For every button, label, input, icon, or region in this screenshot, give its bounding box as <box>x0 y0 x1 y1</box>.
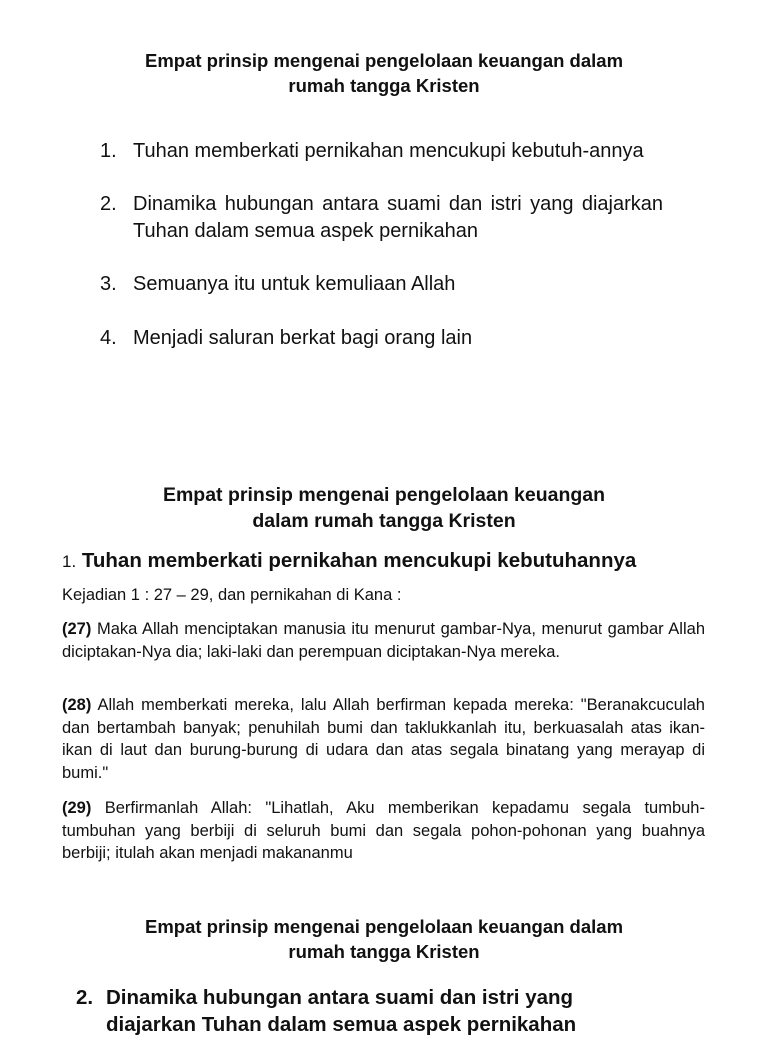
principles-list <box>100 138 663 352</box>
slide1-title <box>0 48 768 98</box>
principle-number: 2. <box>100 193 117 215</box>
slide2-title-line1: Empat prinsip mengenai pengelolaan keuangan <box>162 484 606 506</box>
principle-item-2 <box>100 191 663 245</box>
verse-number: (27) <box>62 620 92 638</box>
verse-number: (29) <box>62 799 92 817</box>
verse-number: (28) <box>62 696 92 714</box>
principle-item-3 <box>100 271 663 298</box>
verse-27 <box>62 618 705 663</box>
slide3-title <box>0 914 768 964</box>
principle-number: 4. <box>100 327 117 349</box>
slide1-title-line2: rumah tangga Kristen <box>288 75 480 96</box>
section-heading-text: Tuhan memberkati pernikahan mencukupi kebutuhannya <box>81 549 637 572</box>
verse-text: Maka Allah menciptakan manusia itu menurut gambar-Nya, menurut gambar Allah diciptakan-Nya dia; laki-laki dan perempuan diciptakan-Nya mereka. <box>62 620 705 661</box>
principle-number: 3. <box>100 273 117 295</box>
section-heading <box>62 547 636 576</box>
principle-number: 1. <box>100 140 117 162</box>
section-2-heading <box>76 984 576 1038</box>
verse-29 <box>62 797 705 865</box>
section-2-heading-line2: diajarkan Tuhan dalam semua aspek pernikahan <box>106 1013 577 1036</box>
slide2-title-line2: dalam rumah tangga Kristen <box>252 510 516 532</box>
slide3-title-line2: rumah tangga Kristen <box>288 941 480 962</box>
principle-text: Menjadi saluran berkat bagi orang lain <box>133 327 473 349</box>
scripture-reference: Kejadian 1 : 27 – 29, dan pernikahan di Kana : <box>62 586 402 604</box>
slide3-title-line1: Empat prinsip mengenai pengelolaan keuangan dalam <box>144 916 624 937</box>
section-2-number: 2. <box>76 986 94 1009</box>
principle-text: Semuanya itu untuk kemuliaan Allah <box>133 273 456 295</box>
section-number: 1. <box>62 552 77 571</box>
principle-item-1 <box>100 138 663 165</box>
section-2-heading-line1: Dinamika hubungan antara suami dan istri yang <box>106 986 574 1009</box>
principle-text: Tuhan memberkati pernikahan mencukupi kebutuh-annya <box>133 140 644 162</box>
verse-text: Allah memberkati mereka, lalu Allah berfirman kepada mereka: "Beranakcuculah dan bertambah banyak; penuhilah bumi dan taklukkanlah itu, berkuasalah atas ikan-ikan di laut dan burung-burung di udara dan atas segala binatang yang merayap di bumi." <box>62 696 705 782</box>
slide1-title-line1: Empat prinsip mengenai pengelolaan keuangan dalam <box>144 50 624 71</box>
principle-text: Dinamika hubungan antara suami dan istri yang diajarkan Tuhan dalam semua aspek pernikahan <box>133 193 663 242</box>
verse-text: Berfirmanlah Allah: "Lihatlah, Aku memberikan kepadamu segala tumbuh-tumbuhan yang berbiji di seluruh bumi dan segala pohon-pohonan yang buahnya berbiji; itulah akan menjadi makananmu <box>62 799 705 862</box>
slide2-title <box>0 482 768 534</box>
principle-item-4 <box>100 325 663 352</box>
verse-28 <box>62 694 705 784</box>
